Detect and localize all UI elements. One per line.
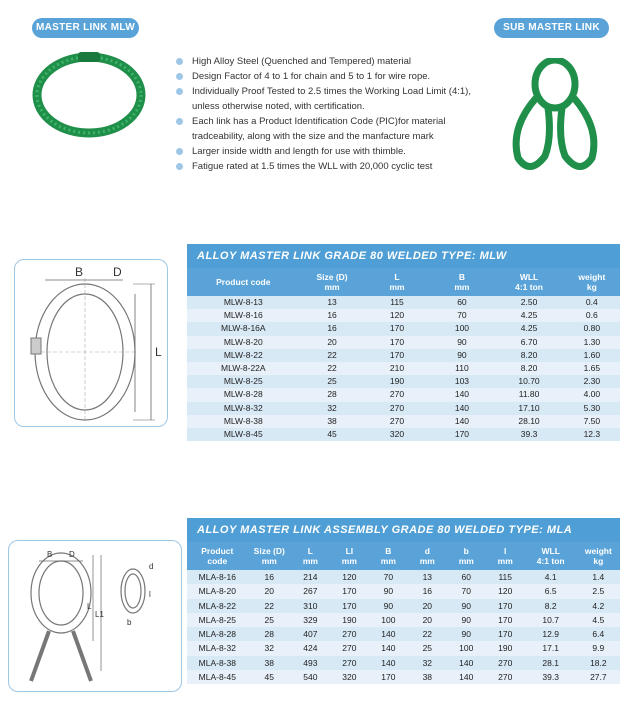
column-header: Product code — [187, 542, 248, 570]
mla-diagram-drawing — [9, 541, 181, 691]
table-row — [187, 309, 620, 322]
table-cell: 170 — [429, 428, 494, 441]
table-cell: 170 — [330, 584, 369, 598]
table-cell: 45 — [248, 670, 291, 684]
table-row — [187, 336, 620, 349]
table-cell: 2.5 — [577, 584, 620, 598]
table-cell: 270 — [330, 627, 369, 641]
table-cell: 22 — [408, 627, 447, 641]
table-cell: 39.3 — [525, 670, 577, 684]
dim-label-d-small: d — [149, 562, 154, 571]
table-cell: 90 — [429, 349, 494, 362]
table-cell: MLW-8-22A — [187, 362, 300, 375]
table-cell: 7.50 — [564, 415, 620, 428]
mlw-spec-table — [187, 244, 620, 441]
dim-label-b: B — [75, 265, 84, 279]
table-cell: MLW-8-38 — [187, 415, 300, 428]
table-cell: 214 — [291, 570, 330, 584]
table-row — [187, 656, 620, 670]
table-cell: 10.7 — [525, 613, 577, 627]
table-cell: 39.3 — [494, 428, 563, 441]
table-cell: 28.10 — [494, 415, 563, 428]
table-cell: 90 — [447, 599, 486, 613]
table-cell: 170 — [486, 613, 525, 627]
table-row — [187, 627, 620, 641]
table-cell: 1.4 — [577, 570, 620, 584]
table-row — [187, 296, 620, 309]
table-cell: 140 — [429, 415, 494, 428]
table-row — [187, 349, 620, 362]
table-cell: MLA-8-32 — [187, 641, 248, 655]
table-cell: 493 — [291, 656, 330, 670]
table-cell: 70 — [447, 584, 486, 598]
table-cell: 170 — [365, 336, 430, 349]
table-cell: 270 — [365, 402, 430, 415]
table-cell: 0.80 — [564, 322, 620, 335]
table-cell: MLW-8-20 — [187, 336, 300, 349]
table-cell: 140 — [429, 388, 494, 401]
table-row — [187, 570, 620, 584]
dim-label-d: D — [69, 550, 75, 559]
column-header: weight kg — [564, 268, 620, 296]
table-row — [187, 670, 620, 684]
table-cell: 6.70 — [494, 336, 563, 349]
table-cell: 270 — [330, 656, 369, 670]
table-cell: 20 — [408, 613, 447, 627]
table-cell: 90 — [369, 599, 408, 613]
table-cell: 38 — [248, 656, 291, 670]
table-cell: 28 — [300, 388, 365, 401]
table-cell: 38 — [300, 415, 365, 428]
dim-label-l: L — [155, 345, 162, 359]
feature-item: Larger inside width and length for use with thimble. — [176, 144, 496, 159]
table-row — [187, 428, 620, 441]
column-header: b mm — [447, 542, 486, 570]
table-cell: 90 — [369, 584, 408, 598]
table-row — [187, 584, 620, 598]
table-cell: 70 — [429, 309, 494, 322]
table-row — [187, 402, 620, 415]
table-cell: 11.80 — [494, 388, 563, 401]
table-cell: 32 — [408, 656, 447, 670]
table-row — [187, 388, 620, 401]
table-cell: 170 — [369, 670, 408, 684]
table-cell: 100 — [429, 322, 494, 335]
feature-item-continued: unless otherwise noted, with certification. — [192, 101, 365, 112]
table-cell: MLW-8-16 — [187, 309, 300, 322]
table-cell: 190 — [330, 613, 369, 627]
table-cell: 190 — [486, 641, 525, 655]
column-header: WLL 4:1 ton — [494, 268, 563, 296]
table-cell: MLA-8-25 — [187, 613, 248, 627]
table-cell: MLA-8-38 — [187, 656, 248, 670]
dim-label-l-small: l — [149, 590, 151, 599]
table-cell: 110 — [429, 362, 494, 375]
table-cell: 270 — [365, 388, 430, 401]
table-cell: 4.25 — [494, 322, 563, 335]
table-cell: 13 — [300, 296, 365, 309]
table-cell: MLA-8-20 — [187, 584, 248, 598]
column-header: Size (D) mm — [300, 268, 365, 296]
column-header: WLL 4:1 ton — [525, 542, 577, 570]
feature-item: Fatigue rated at 1.5 times the WLL with 20,000 cyclic test — [176, 159, 496, 174]
column-header: L mm — [291, 542, 330, 570]
table-row — [187, 415, 620, 428]
mlw-diagram-drawing — [15, 260, 167, 426]
table-cell: 8.2 — [525, 599, 577, 613]
table-cell: 140 — [369, 627, 408, 641]
table-cell: 16 — [408, 584, 447, 598]
table-cell: 170 — [365, 349, 430, 362]
mla-dimension-diagram — [8, 540, 182, 692]
dim-label-l1: L1 — [95, 610, 104, 619]
table-cell: 17.10 — [494, 402, 563, 415]
table-cell: 18.2 — [577, 656, 620, 670]
table-cell: 100 — [369, 613, 408, 627]
table-cell: MLA-8-28 — [187, 627, 248, 641]
table-cell: 115 — [486, 570, 525, 584]
table-cell: 22 — [248, 599, 291, 613]
table-cell: 25 — [408, 641, 447, 655]
table-cell: 210 — [365, 362, 430, 375]
table-cell: 270 — [330, 641, 369, 655]
table-cell: 407 — [291, 627, 330, 641]
table-cell: 90 — [447, 613, 486, 627]
table-cell: 4.00 — [564, 388, 620, 401]
mla-table-title: ALLOY MASTER LINK ASSEMBLY GRADE 80 WELDED TYPE: MLA — [187, 518, 620, 542]
table-cell: MLW-8-32 — [187, 402, 300, 415]
table-cell: 1.30 — [564, 336, 620, 349]
table-cell: 20 — [300, 336, 365, 349]
table-cell: 32 — [248, 641, 291, 655]
table-cell: MLW-8-16A — [187, 322, 300, 335]
table-cell: 28.1 — [525, 656, 577, 670]
table-cell: 140 — [447, 656, 486, 670]
table-cell: 0.6 — [564, 309, 620, 322]
dim-label-d: D — [113, 265, 122, 279]
table-cell: 1.65 — [564, 362, 620, 375]
sub-master-link-mla-badge: SUB MASTER LINK MLA — [494, 18, 609, 38]
table-cell: 38 — [408, 670, 447, 684]
table-cell: 90 — [429, 336, 494, 349]
table-cell: 5.30 — [564, 402, 620, 415]
table-cell: 170 — [365, 322, 430, 335]
column-header: LI mm — [330, 542, 369, 570]
table-cell: 140 — [369, 641, 408, 655]
table-cell: 45 — [300, 428, 365, 441]
table-row — [187, 362, 620, 375]
feature-list — [176, 54, 496, 174]
column-header: B mm — [429, 268, 494, 296]
table-cell: 10.70 — [494, 375, 563, 388]
feature-item-continued: tradceability, along with the size and the manfacture mark — [192, 131, 434, 142]
table-cell: 16 — [300, 322, 365, 335]
table-cell: 1.60 — [564, 349, 620, 362]
feature-item: Individually Proof Tested to 2.5 times the Working Load Limit (4:1), — [176, 84, 496, 99]
column-header: l mm — [486, 542, 525, 570]
table-cell: 2.30 — [564, 375, 620, 388]
table-cell: 13 — [408, 570, 447, 584]
table-cell: 20 — [248, 584, 291, 598]
table-cell: 27.7 — [577, 670, 620, 684]
column-header: weight kg — [577, 542, 620, 570]
table-cell: MLA-8-16 — [187, 570, 248, 584]
table-cell: 4.5 — [577, 613, 620, 627]
feature-item: Design Factor of 4 to 1 for chain and 5 to 1 for wire rope. — [176, 69, 496, 84]
table-cell: 60 — [447, 570, 486, 584]
table-row — [187, 613, 620, 627]
master-link-image — [30, 50, 148, 140]
table-cell: MLA-8-45 — [187, 670, 248, 684]
feature-item: Each link has a Product Identification Code (PIC)for material — [176, 114, 496, 129]
master-link-mlw-badge: MASTER LINK MLW — [32, 18, 139, 38]
table-row — [187, 322, 620, 335]
table-cell: 170 — [486, 627, 525, 641]
table-cell: MLW-8-22 — [187, 349, 300, 362]
table-cell: MLW-8-25 — [187, 375, 300, 388]
feature-item: High Alloy Steel (Quenched and Tempered) material — [176, 54, 496, 69]
table-cell: MLW-8-28 — [187, 388, 300, 401]
column-header: Size (D) mm — [248, 542, 291, 570]
table-cell: 320 — [330, 670, 369, 684]
sub-master-link-image — [500, 58, 610, 178]
table-row — [187, 375, 620, 388]
column-header: B mm — [369, 542, 408, 570]
table-cell: 267 — [291, 584, 330, 598]
table-cell: 140 — [429, 402, 494, 415]
table-cell: 32 — [300, 402, 365, 415]
table-cell: 22 — [300, 362, 365, 375]
table-cell: 4.1 — [525, 570, 577, 584]
table-cell: 16 — [248, 570, 291, 584]
table-cell: 270 — [365, 415, 430, 428]
table-cell: 540 — [291, 670, 330, 684]
table-cell: 100 — [447, 641, 486, 655]
table-cell: 70 — [369, 570, 408, 584]
table-cell: 120 — [365, 309, 430, 322]
table-cell: 329 — [291, 613, 330, 627]
table-cell: 20 — [408, 599, 447, 613]
mlw-dimension-diagram — [14, 259, 168, 427]
table-cell: 6.4 — [577, 627, 620, 641]
table-cell: 25 — [248, 613, 291, 627]
table-cell: 115 — [365, 296, 430, 309]
table-cell: 190 — [365, 375, 430, 388]
table-cell: 22 — [300, 349, 365, 362]
column-header: Product code — [187, 268, 300, 296]
table-cell: 4.25 — [494, 309, 563, 322]
table-cell: 60 — [429, 296, 494, 309]
table-cell: 120 — [486, 584, 525, 598]
table-cell: MLW-8-45 — [187, 428, 300, 441]
table-cell: 2.50 — [494, 296, 563, 309]
table-cell: 103 — [429, 375, 494, 388]
dim-label-b: B — [47, 550, 53, 559]
table-row — [187, 641, 620, 655]
table-cell: 320 — [365, 428, 430, 441]
table-row — [187, 599, 620, 613]
table-cell: 424 — [291, 641, 330, 655]
table-cell: 270 — [486, 656, 525, 670]
column-header: d mm — [408, 542, 447, 570]
table-cell: MLA-8-22 — [187, 599, 248, 613]
table-cell: 9.9 — [577, 641, 620, 655]
table-cell: 12.9 — [525, 627, 577, 641]
mla-spec-table — [187, 518, 620, 684]
table-cell: 4.2 — [577, 599, 620, 613]
column-header: L mm — [365, 268, 430, 296]
table-cell: 28 — [248, 627, 291, 641]
dim-label-b-small: b — [127, 618, 132, 627]
table-cell: 140 — [369, 656, 408, 670]
dim-label-l: L — [87, 602, 92, 611]
table-cell: 16 — [300, 309, 365, 322]
table-cell: 170 — [486, 599, 525, 613]
table-cell: 170 — [330, 599, 369, 613]
table-cell: 6.5 — [525, 584, 577, 598]
table-cell: 140 — [447, 670, 486, 684]
mlw-table-title: ALLOY MASTER LINK GRADE 80 WELDED TYPE: MLW — [187, 244, 620, 268]
table-cell: 90 — [447, 627, 486, 641]
table-cell: 120 — [330, 570, 369, 584]
table-cell: 8.20 — [494, 362, 563, 375]
table-cell: 17.1 — [525, 641, 577, 655]
table-cell: 12.3 — [564, 428, 620, 441]
table-cell: 8.20 — [494, 349, 563, 362]
table-cell: 0.4 — [564, 296, 620, 309]
table-cell: 25 — [300, 375, 365, 388]
table-cell: 310 — [291, 599, 330, 613]
table-cell: 270 — [486, 670, 525, 684]
table-cell: MLW-8-13 — [187, 296, 300, 309]
